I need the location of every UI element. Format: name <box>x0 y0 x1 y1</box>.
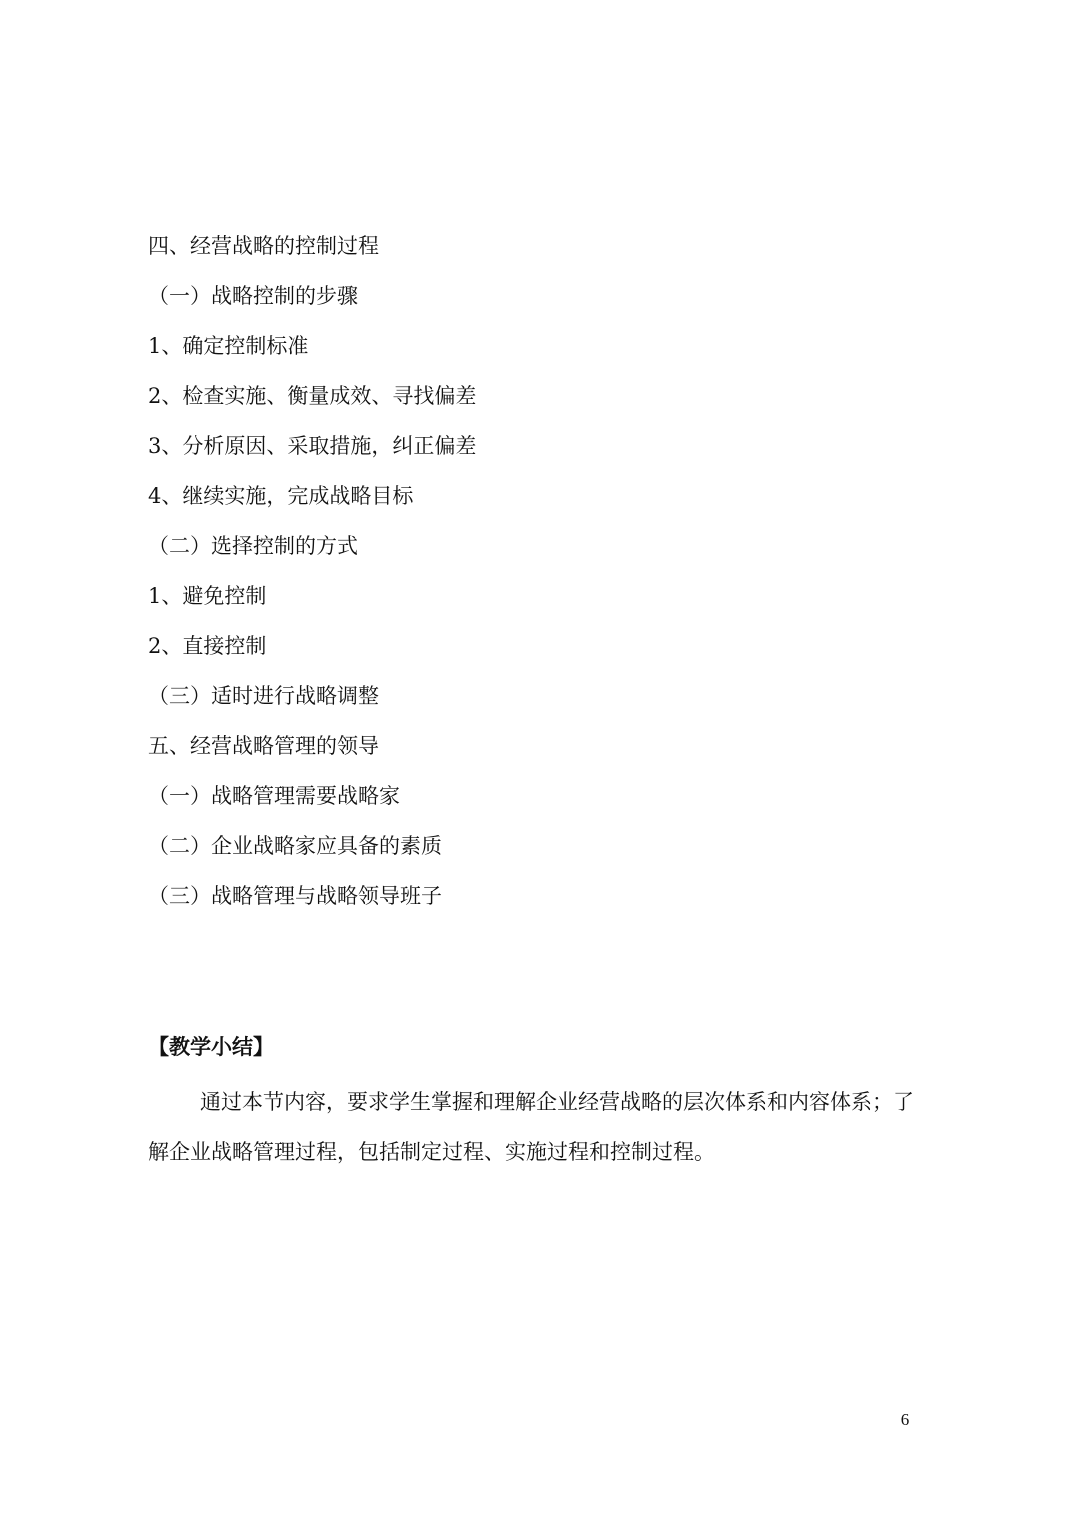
section-heading: 五、经营战略管理的领导 <box>148 734 379 758</box>
summary-heading: 【教学小结】 <box>148 1035 274 1059</box>
summary-paragraph: 通过本节内容，要求学生掌握和理解企业经营战略的层次体系和内容体系；了解企业战略管理过程，包括制定过程、实施过程和控制过程。 <box>148 1090 914 1164</box>
list-item: 4、继续实施，完成战略目标 <box>148 484 414 508</box>
subsection-heading: （三）适时进行战略调整 <box>148 684 379 708</box>
outline-list <box>148 226 928 926</box>
list-item: 3、分析原因、采取措施，纠正偏差 <box>148 434 477 458</box>
page-number: 6 <box>900 1410 910 1429</box>
section-heading: 四、经营战略的控制过程 <box>148 234 379 258</box>
subsection-heading: （三）战略管理与战略领导班子 <box>148 884 442 908</box>
list-item: 1、确定控制标准 <box>148 334 309 358</box>
subsection-heading: （一）战略管理需要战略家 <box>148 784 400 808</box>
list-item: 2、直接控制 <box>148 634 267 658</box>
list-item: 2、检查实施、衡量成效、寻找偏差 <box>148 384 477 408</box>
subsection-heading: （二）选择控制的方式 <box>148 534 358 558</box>
subsection-heading: （二）企业战略家应具备的素质 <box>148 834 442 858</box>
subsection-heading: （一）战略控制的步骤 <box>148 284 358 308</box>
teaching-summary <box>148 1027 928 1177</box>
list-item: 1、避免控制 <box>148 584 267 608</box>
